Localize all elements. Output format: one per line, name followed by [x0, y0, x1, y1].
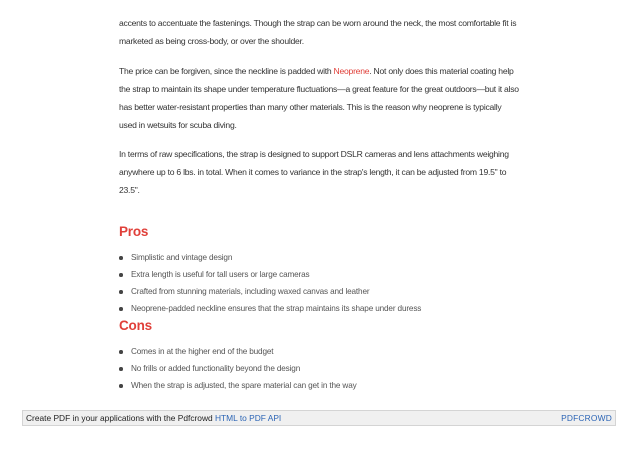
bullet-icon [119, 367, 123, 371]
bullet-icon [119, 273, 123, 277]
bullet-icon [119, 290, 123, 294]
paragraph-neoprene-end: . Not only does this material coating help the strap to maintain its shape under temperature fluctuations—a great feature for the great outdoors—but it also has better water-resistant properties than many other materials. This is the reason why neoprene is typically used in wetsuits for scuba diving. [119, 66, 519, 130]
list-item [119, 249, 519, 266]
article-content [119, 14, 519, 394]
list-item-text: Crafted from stunning materials, including waxed canvas and leather [131, 287, 370, 296]
list-item [119, 266, 519, 283]
pros-list [119, 249, 519, 317]
bullet-icon [119, 384, 123, 388]
paragraph-neoprene-start: The price can be forgiven, since the neckline is padded with [119, 66, 334, 76]
bullet-icon [119, 350, 123, 354]
pdfcrowd-footer-bar [22, 410, 616, 426]
paragraph-specifications: In terms of raw specifications, the strap is designed to support DSLR cameras and lens attachments weighing anywhere up to 6 lbs. in total. When it comes to variance in the strap's length, it can be adjusted from 19.5" to 23.5". [119, 149, 509, 195]
list-item [119, 283, 519, 300]
list-item-text: No frills or added functionality beyond the design [131, 364, 301, 373]
list-item-text: Simplistic and vintage design [131, 253, 233, 262]
list-item [119, 343, 519, 360]
html-to-pdf-api-link[interactable]: HTML to PDF API [215, 413, 282, 423]
pdfcrowd-brand-link[interactable]: PDFCROWD [561, 413, 612, 423]
pros-heading: Pros [119, 224, 149, 239]
list-item-text: Neoprene-padded neckline ensures that the strap maintains its shape under duress [131, 304, 422, 313]
cons-heading: Cons [119, 318, 152, 333]
footer-message: Create PDF in your applications with the Pdfcrowd [26, 413, 215, 423]
list-item [119, 360, 519, 377]
list-item-text: When the strap is adjusted, the spare material can get in the way [131, 381, 357, 390]
cons-list [119, 343, 519, 394]
list-item-text: Extra length is useful for tall users or large cameras [131, 270, 310, 279]
footer-text [26, 411, 281, 425]
neoprene-link[interactable]: Neoprene [333, 66, 370, 76]
paragraph-strap-fit: accents to accentuate the fastenings. Though the strap can be worn around the neck, the most comfortable fit is marketed as being cross-body, or over the shoulder. [119, 18, 517, 46]
list-item [119, 300, 519, 317]
bullet-icon [119, 256, 123, 260]
bullet-icon [119, 307, 123, 311]
list-item-text: Comes in at the higher end of the budget [131, 347, 274, 356]
list-item [119, 377, 519, 394]
paragraph-neoprene [119, 62, 519, 134]
